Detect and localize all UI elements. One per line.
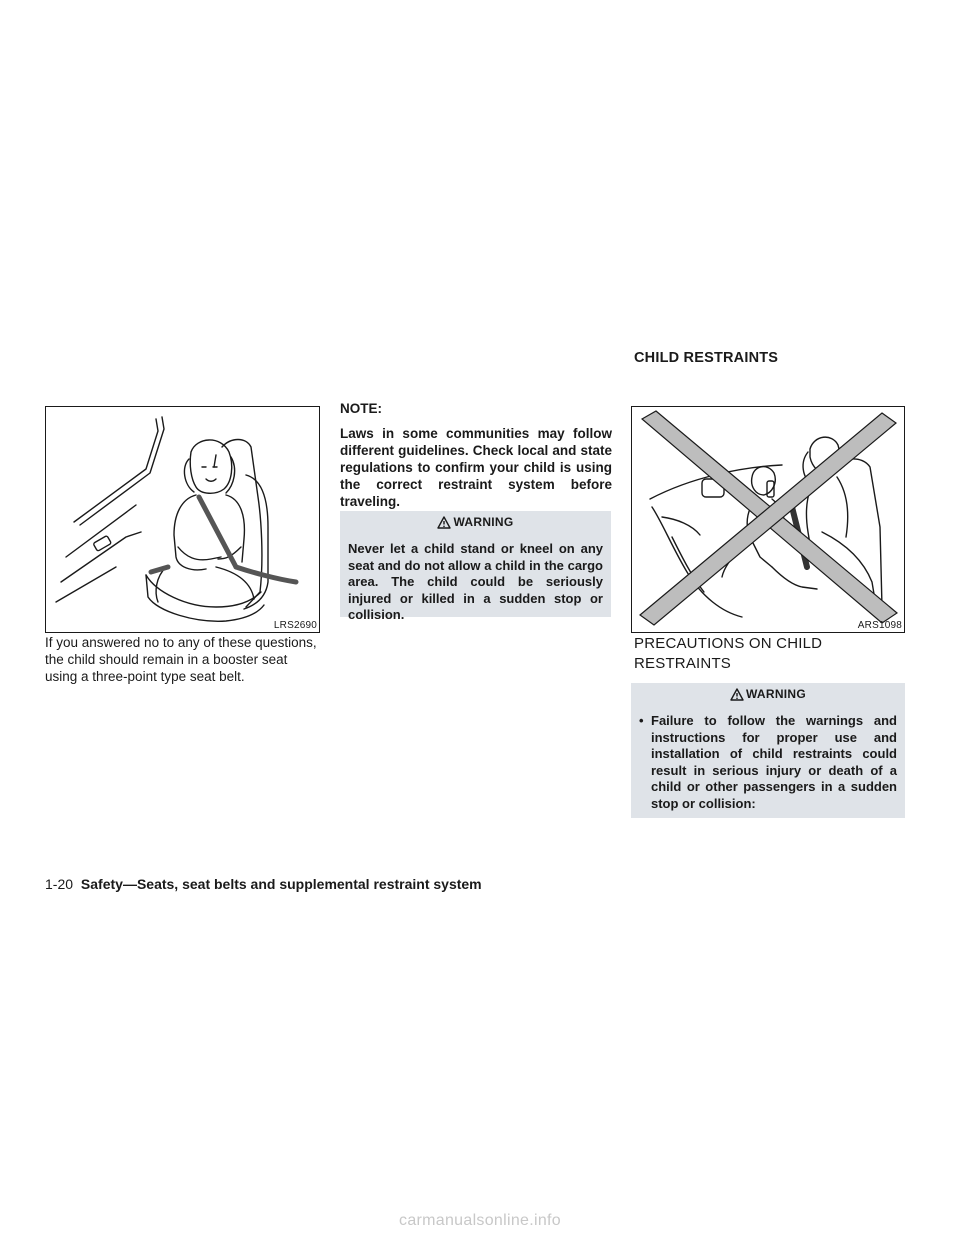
- figure-code-lrs2690: LRS2690: [273, 620, 317, 631]
- bullet: •: [639, 713, 644, 728]
- warning-triangle-icon: [730, 688, 744, 701]
- warning-box-middle: [340, 511, 611, 622]
- warning-header: [340, 511, 611, 533]
- left-paragraph: If you answered no to any of these questions, the child should remain in a booster seat using a three-point type seat belt.: [45, 635, 317, 684]
- page-footer: [45, 876, 482, 892]
- warning-box-right: [631, 683, 905, 818]
- warning-bullet-text: Failure to follow the warnings and instructions for proper use and installation of child restraints could result in serious injury or death of a child or other passengers in a sudden stop or collision:: [651, 713, 897, 811]
- footer-title: Safety—Seats, seat belts and supplemental restraint system: [80, 876, 482, 892]
- watermark: carmanualsonline.info: [399, 1212, 561, 1229]
- section-title: CHILD RESTRAINTS: [634, 350, 779, 366]
- figure-code-ars1098: ARS1098: [857, 620, 902, 631]
- page-number: 1-20: [45, 876, 74, 892]
- warning-triangle-icon: [437, 516, 451, 529]
- warning-text: Never let a child stand or kneel on any seat and do not allow a child in the cargo area. The child could be seriously injured or killed in a sudden stop or collision.: [348, 541, 603, 622]
- figure-child-booster-seat: [45, 406, 320, 633]
- note-label: NOTE:: [340, 401, 382, 416]
- warning-header: [631, 683, 905, 705]
- child-standing-illustration: [632, 407, 904, 632]
- figure-child-standing-crossed: [631, 406, 905, 633]
- warning-label: WARNING: [453, 515, 514, 529]
- note-text: Laws in some communities may follow different guidelines. Check local and state regulations to confirm your child is using the correct restraint system before traveling.: [340, 426, 612, 509]
- child-booster-illustration: [46, 407, 319, 632]
- list-item: [639, 713, 897, 812]
- warning-bullet-list: [631, 705, 905, 818]
- precautions-heading: PRECAUTIONS ON CHILD RESTRAINTS: [634, 635, 823, 672]
- warning-label: WARNING: [745, 687, 807, 701]
